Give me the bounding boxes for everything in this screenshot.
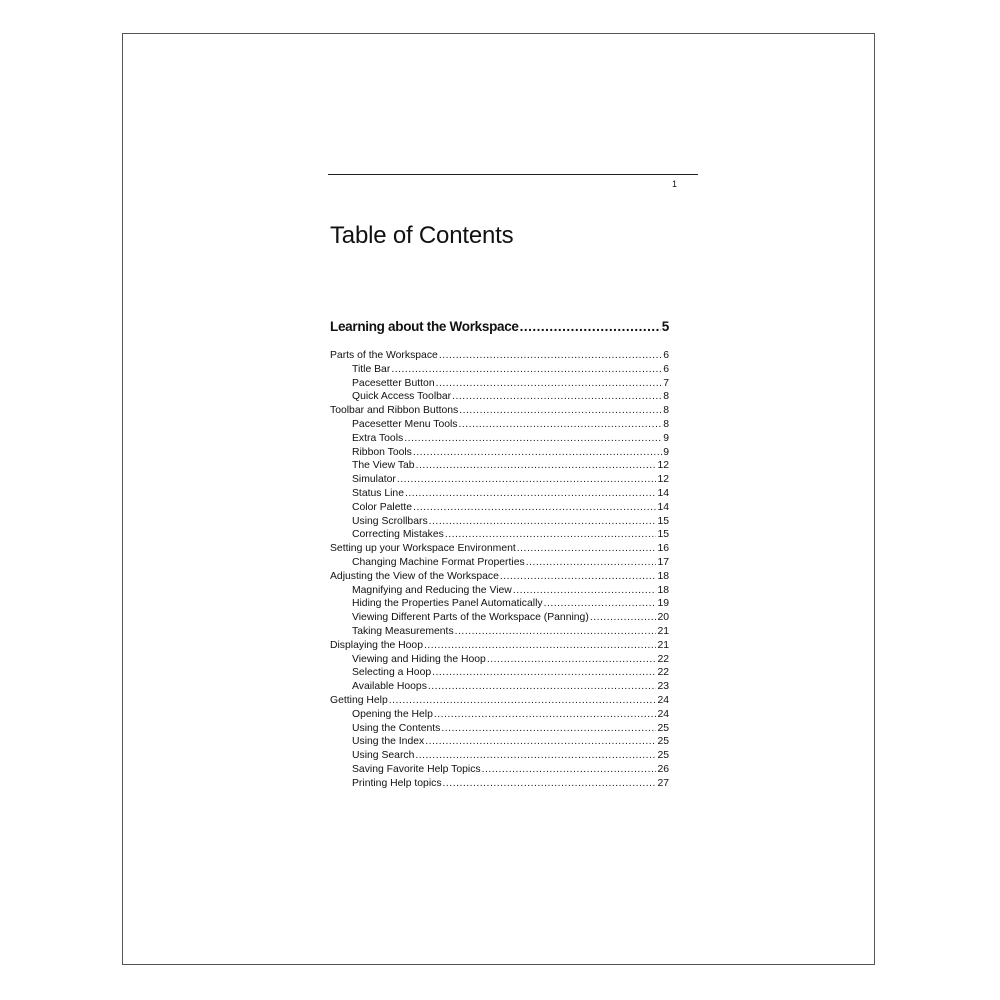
toc-entry-label: The View Tab	[352, 460, 415, 472]
toc-entries	[330, 349, 669, 791]
toc-entry-page: 8	[663, 405, 669, 417]
toc-subsection-entry[interactable]	[330, 625, 669, 639]
dot-leader	[404, 432, 662, 446]
dot-leader	[391, 363, 662, 377]
dot-leader	[405, 487, 656, 501]
toc-entry-label: Selecting a Hoop	[352, 667, 432, 679]
dot-leader	[413, 501, 656, 515]
toc-entry-label: Using Search	[352, 750, 415, 762]
toc-entry-page: 25	[657, 722, 669, 734]
dot-leader	[432, 666, 656, 680]
toc-subsection-entry[interactable]	[330, 390, 669, 404]
dot-leader	[487, 653, 657, 667]
toc-entry-page: 15	[657, 529, 669, 541]
toc-subsection-entry[interactable]	[330, 597, 669, 611]
toc-entry-label: Viewing Different Parts of the Workspace (Panning)	[352, 612, 589, 624]
toc-entry-label: Printing Help topics	[352, 777, 442, 789]
dot-leader	[517, 542, 657, 556]
toc-chapter-entry[interactable]	[330, 319, 669, 341]
dot-leader	[445, 528, 657, 542]
toc-subsection-entry[interactable]	[330, 680, 669, 694]
dot-leader	[590, 611, 657, 625]
toc-entry-page: 22	[657, 667, 669, 679]
toc-subsection-entry[interactable]	[330, 459, 669, 473]
toc-subsection-entry[interactable]	[330, 777, 669, 791]
toc-entry-label: Parts of the Workspace	[330, 350, 438, 361]
toc-entry-page: 21	[657, 625, 669, 637]
toc-entry-page: 8	[663, 418, 669, 430]
toc-entry-label: Changing Machine Format Properties	[352, 556, 525, 568]
dot-leader	[526, 556, 657, 570]
toc-subsection-entry[interactable]	[330, 515, 669, 529]
toc-entry-label: Pacesetter Button	[352, 377, 435, 389]
dot-leader	[513, 584, 657, 598]
dot-leader	[459, 418, 663, 432]
toc-subsection-entry[interactable]	[330, 666, 669, 680]
toc-entry-label: Using Scrollbars	[352, 515, 428, 527]
dot-leader	[441, 722, 656, 736]
toc-entry-label: Pacesetter Menu Tools	[352, 418, 458, 430]
toc-entry-label: Color Palette	[352, 501, 413, 513]
dot-leader	[413, 446, 662, 460]
dot-leader	[389, 694, 657, 708]
toc-entry-label: Simulator	[352, 474, 396, 486]
toc-entry-page: 24	[657, 694, 669, 706]
toc-entry-page: 9	[663, 432, 669, 444]
toc-entry-label: Displaying the Hoop	[330, 639, 423, 651]
toc-section-entry[interactable]	[330, 694, 669, 708]
toc-entry-page: 22	[657, 653, 669, 665]
toc-entry-page: 24	[657, 708, 669, 720]
dot-leader	[544, 597, 657, 611]
dot-leader	[520, 319, 661, 334]
toc-entry-label: Using the Contents	[352, 722, 441, 734]
toc-entry-label: Hiding the Properties Panel Automatically	[352, 598, 543, 610]
toc-subsection-entry[interactable]	[330, 528, 669, 542]
toc-entry-label: Taking Measurements	[352, 625, 454, 637]
dot-leader	[425, 735, 656, 749]
toc-subsection-entry[interactable]	[330, 501, 669, 515]
toc-section-entry[interactable]	[330, 639, 669, 653]
dot-leader	[452, 390, 662, 404]
toc-entry-label: Magnifying and Reducing the View	[352, 584, 512, 596]
toc-entry-label: Correcting Mistakes	[352, 529, 444, 541]
page-title: Table of Contents	[330, 222, 514, 249]
toc-entry-page: 25	[657, 750, 669, 762]
toc-entry-page: 20	[657, 612, 669, 624]
toc-entry-page: 6	[663, 350, 669, 361]
toc-section-entry[interactable]	[330, 404, 669, 418]
toc-entry-label: Quick Access Toolbar	[352, 391, 452, 403]
toc-section-entry[interactable]	[330, 349, 669, 363]
toc-subsection-entry[interactable]	[330, 708, 669, 722]
toc-subsection-entry[interactable]	[330, 735, 669, 749]
toc-entry-page: 9	[663, 446, 669, 458]
dot-leader	[415, 749, 656, 763]
dot-leader	[428, 680, 657, 694]
toc-entry-page: 23	[657, 681, 669, 693]
toc-subsection-entry[interactable]	[330, 763, 669, 777]
toc-entry-page: 14	[657, 487, 669, 499]
toc-entry-page: 8	[663, 391, 669, 403]
toc-subsection-entry[interactable]	[330, 432, 669, 446]
toc-entry-page: 27	[657, 777, 669, 789]
toc-entry-label: Using the Index	[352, 736, 425, 748]
toc-entry-label: Opening the Help	[352, 708, 433, 720]
dot-leader	[424, 639, 656, 653]
toc-subsection-entry[interactable]	[330, 611, 669, 625]
toc-entry-page: 6	[663, 363, 669, 375]
toc-entry-page: 21	[657, 639, 669, 651]
toc-entry-label: Ribbon Tools	[352, 446, 412, 458]
toc-entry-page: 18	[657, 584, 669, 596]
toc-subsection-entry[interactable]	[330, 418, 669, 432]
toc-section-entry[interactable]	[330, 570, 669, 584]
dot-leader	[397, 473, 657, 487]
toc-entry-label: Setting up your Workspace Environment	[330, 543, 516, 555]
toc-subsection-entry[interactable]	[330, 653, 669, 667]
toc-section-entry[interactable]	[330, 542, 669, 556]
toc-entry-page: 18	[657, 570, 669, 582]
toc-subsection-entry[interactable]	[330, 584, 669, 598]
toc-subsection-entry[interactable]	[330, 377, 669, 391]
toc-entry-page: 12	[657, 460, 669, 472]
toc-entry-page: 19	[657, 598, 669, 610]
page-number: 1	[672, 179, 678, 189]
dot-leader	[429, 515, 657, 529]
toc-entry-page: 26	[657, 763, 669, 775]
toc-subsection-entry[interactable]	[330, 556, 669, 570]
toc-entry-label: Adjusting the View of the Workspace	[330, 570, 499, 582]
toc-subsection-entry[interactable]	[330, 487, 669, 501]
toc-subsection-entry[interactable]	[330, 363, 669, 377]
toc-entry-page: 14	[657, 501, 669, 513]
header-rule	[328, 174, 698, 175]
toc-entry-label: Available Hoops	[352, 681, 427, 693]
dot-leader	[459, 404, 662, 418]
toc-entry-label: Title Bar	[352, 363, 391, 375]
toc-subsection-entry[interactable]	[330, 446, 669, 460]
toc-entry-label: Viewing and Hiding the Hoop	[352, 653, 486, 665]
toc-entry-label: Status Line	[352, 487, 404, 499]
toc-subsection-entry[interactable]	[330, 722, 669, 736]
toc-entry-page: 12	[657, 474, 669, 486]
toc-entry-page: 17	[657, 556, 669, 568]
toc-entry-label: Getting Help	[330, 694, 388, 706]
toc-entry-page: 7	[663, 377, 669, 389]
dot-leader	[436, 377, 663, 391]
dot-leader	[455, 625, 657, 639]
dot-leader	[434, 708, 657, 722]
toc-subsection-entry[interactable]	[330, 749, 669, 763]
toc-entry-page: 25	[657, 736, 669, 748]
dot-leader	[439, 349, 662, 363]
toc-entry-label: Toolbar and Ribbon Buttons	[330, 405, 459, 417]
toc-entry-page: 16	[657, 543, 669, 555]
dot-leader	[443, 777, 657, 791]
table-of-contents	[330, 319, 669, 791]
dot-leader	[500, 570, 657, 584]
toc-subsection-entry[interactable]	[330, 473, 669, 487]
dot-leader	[416, 459, 657, 473]
dot-leader	[482, 763, 657, 777]
toc-entry-page: 5	[661, 319, 669, 334]
toc-entry-label: Saving Favorite Help Topics	[352, 763, 481, 775]
toc-entry-label: Extra Tools	[352, 432, 404, 444]
toc-entry-label: Learning about the Workspace	[330, 319, 519, 334]
toc-entry-page: 15	[657, 515, 669, 527]
